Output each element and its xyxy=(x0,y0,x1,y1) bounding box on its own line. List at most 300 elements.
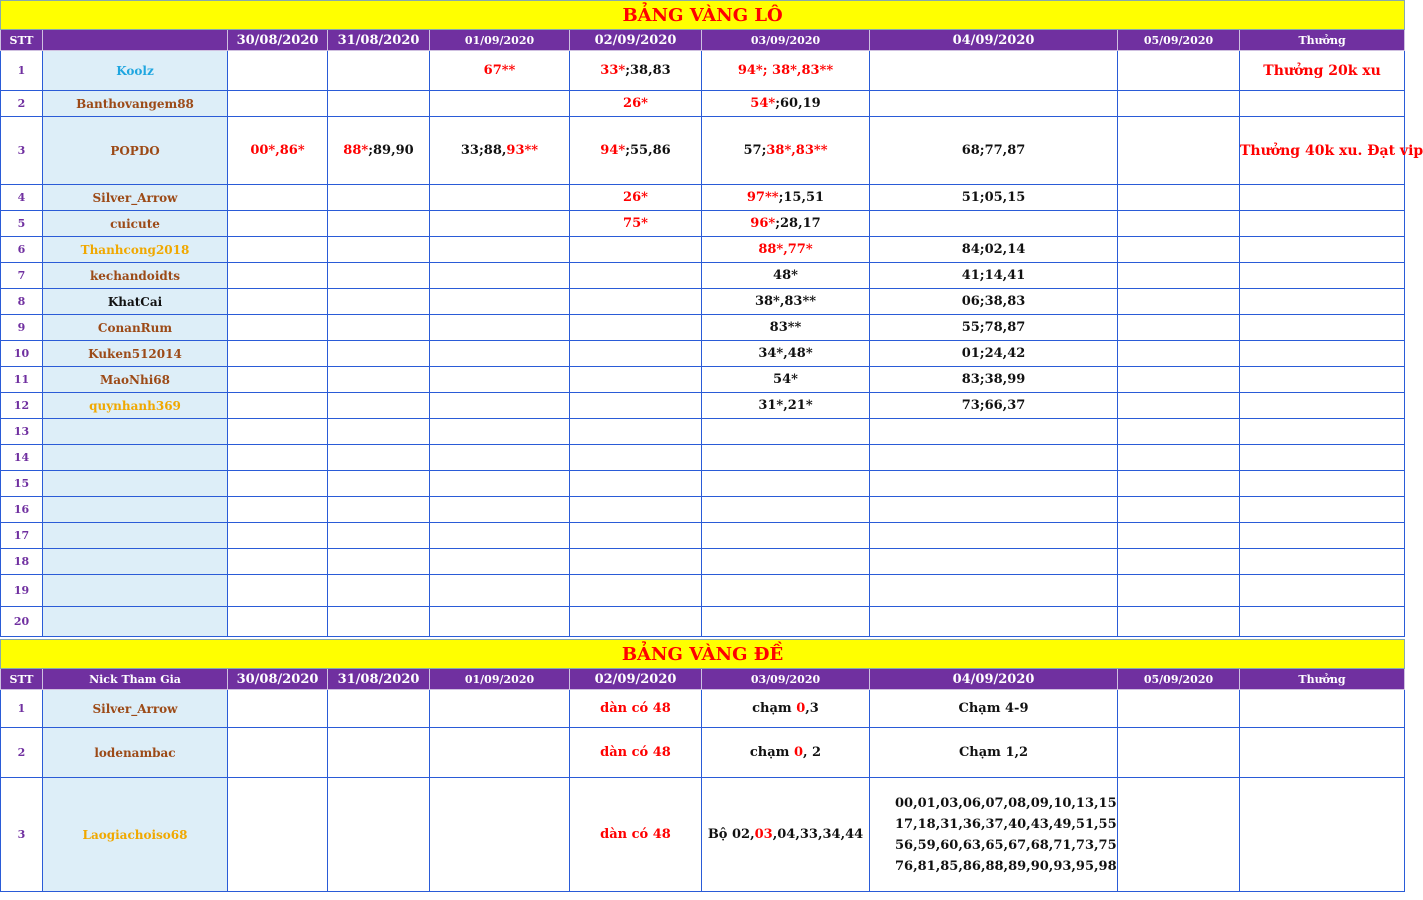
header-nick xyxy=(43,30,228,51)
header-date: 30/08/2020 xyxy=(228,669,328,690)
pick-cell xyxy=(328,263,430,289)
pick-cell xyxy=(1118,445,1240,471)
pick-cell xyxy=(328,315,430,341)
row-number: 2 xyxy=(1,91,43,117)
reward-cell xyxy=(1240,263,1405,289)
pick-cell xyxy=(228,341,328,367)
pick-cell xyxy=(228,419,328,445)
pick-cell xyxy=(570,497,702,523)
pick-text: 88*,77* xyxy=(758,242,813,257)
row-number: 1 xyxy=(1,51,43,91)
pick-cell xyxy=(328,393,430,419)
pick-cell xyxy=(228,211,328,237)
player-nick xyxy=(43,607,228,637)
pick-cell xyxy=(1118,117,1240,185)
pick-cell xyxy=(430,607,570,637)
pick-cell xyxy=(702,575,870,607)
pick-cell xyxy=(328,91,430,117)
pick-text: 55;78,87 xyxy=(961,320,1026,335)
pick-cell xyxy=(430,575,570,607)
row-number: 5 xyxy=(1,211,43,237)
player-nick xyxy=(43,419,228,445)
table-row xyxy=(1,393,1405,419)
pick-cell xyxy=(430,263,570,289)
pick-cell xyxy=(228,315,328,341)
reward-cell xyxy=(1240,728,1405,778)
reward-cell xyxy=(1240,367,1405,393)
pick-cell xyxy=(870,91,1118,117)
pick-cell xyxy=(228,523,328,549)
pick-cell xyxy=(570,419,702,445)
pick-cell xyxy=(870,575,1118,607)
pick-cell xyxy=(228,367,328,393)
row-number: 2 xyxy=(1,728,43,778)
reward-cell xyxy=(1240,237,1405,263)
pick-text: ,3 xyxy=(805,701,819,716)
pick-line: 17,18,31,36,37,40,43,49,51,55 xyxy=(895,816,1117,832)
de-table xyxy=(0,639,1405,892)
header-date: 02/09/2020 xyxy=(570,30,702,51)
pick-cell xyxy=(870,690,1118,728)
header-date: 02/09/2020 xyxy=(570,669,702,690)
pick-text: , 2 xyxy=(803,745,822,760)
pick-cell xyxy=(328,778,430,892)
pick-cell xyxy=(870,607,1118,637)
pick-text: 34*,48* xyxy=(758,346,813,361)
pick-text: 0 xyxy=(793,745,803,760)
reward-cell xyxy=(1240,471,1405,497)
pick-cell xyxy=(430,549,570,575)
player-nick: KhatCai xyxy=(43,289,228,315)
reward-cell xyxy=(1240,211,1405,237)
pick-cell xyxy=(228,263,328,289)
pick-cell xyxy=(702,393,870,419)
row-number: 6 xyxy=(1,237,43,263)
pick-cell xyxy=(870,289,1118,315)
pick-text: chạm xyxy=(752,701,797,716)
pick-cell xyxy=(430,367,570,393)
pick-cell xyxy=(702,497,870,523)
row-number: 16 xyxy=(1,497,43,523)
pick-cell xyxy=(1118,237,1240,263)
pick-cell xyxy=(1118,549,1240,575)
pick-cell xyxy=(228,91,328,117)
pick-text: 94* xyxy=(600,143,626,158)
row-number: 17 xyxy=(1,523,43,549)
pick-text: 68;77,87 xyxy=(961,143,1026,158)
pick-cell xyxy=(228,51,328,91)
reward-cell: Thưởng 20k xu xyxy=(1240,51,1405,91)
pick-cell xyxy=(570,445,702,471)
pick-cell xyxy=(1118,419,1240,445)
player-nick: ConanRum xyxy=(43,315,228,341)
pick-text: 00*,86* xyxy=(250,143,305,158)
pick-cell xyxy=(328,607,430,637)
pick-cell xyxy=(702,289,870,315)
header-date: 01/09/2020 xyxy=(430,30,570,51)
table-row xyxy=(1,471,1405,497)
row-number: 1 xyxy=(1,690,43,728)
pick-line: 76,81,85,86,88,89,90,93,95,98 xyxy=(895,858,1117,874)
pick-cell xyxy=(1118,575,1240,607)
pick-cell xyxy=(570,607,702,637)
header-date: 04/09/2020 xyxy=(870,669,1118,690)
pick-text: 03 xyxy=(754,827,773,842)
reward-cell xyxy=(1240,315,1405,341)
pick-cell xyxy=(328,237,430,263)
pick-cell xyxy=(1118,341,1240,367)
pick-text: 06;38,83 xyxy=(961,294,1026,309)
pick-cell xyxy=(430,690,570,728)
pick-cell xyxy=(1118,91,1240,117)
pick-cell xyxy=(430,471,570,497)
pick-cell xyxy=(870,341,1118,367)
pick-cell xyxy=(228,728,328,778)
pick-cell xyxy=(328,497,430,523)
pick-cell xyxy=(228,445,328,471)
pick-cell xyxy=(870,523,1118,549)
pick-text: 57; xyxy=(743,143,767,158)
pick-cell xyxy=(870,117,1118,185)
pick-cell xyxy=(328,341,430,367)
player-nick: quynhanh369 xyxy=(43,393,228,419)
player-nick: Koolz xyxy=(43,51,228,91)
player-nick xyxy=(43,575,228,607)
pick-cell xyxy=(228,575,328,607)
pick-text: 84;02,14 xyxy=(961,242,1026,257)
table-row xyxy=(1,263,1405,289)
pick-text: ;55,86 xyxy=(625,143,671,158)
reward-cell xyxy=(1240,445,1405,471)
pick-cell xyxy=(228,497,328,523)
pick-cell xyxy=(328,471,430,497)
pick-cell xyxy=(228,393,328,419)
pick-cell xyxy=(1118,471,1240,497)
row-number: 18 xyxy=(1,549,43,575)
lo-title: BẢNG VÀNG LÔ xyxy=(1,1,1405,30)
row-number: 20 xyxy=(1,607,43,637)
pick-text: 73;66,37 xyxy=(961,398,1026,413)
row-number: 11 xyxy=(1,367,43,393)
pick-cell xyxy=(430,393,570,419)
reward-cell xyxy=(1240,607,1405,637)
pick-cell xyxy=(328,575,430,607)
player-nick: MaoNhi68 xyxy=(43,367,228,393)
player-nick xyxy=(43,523,228,549)
pick-cell xyxy=(1118,367,1240,393)
pick-cell xyxy=(228,471,328,497)
reward-cell xyxy=(1240,497,1405,523)
pick-cell xyxy=(702,91,870,117)
pick-text: 75* xyxy=(623,216,648,231)
pick-cell xyxy=(228,185,328,211)
pick-text: 83;38,99 xyxy=(961,372,1026,387)
pick-text: ;15,51 xyxy=(778,190,825,205)
pick-cell xyxy=(570,237,702,263)
pick-cell xyxy=(702,237,870,263)
pick-cell xyxy=(570,728,702,778)
pick-cell xyxy=(328,289,430,315)
de-title: BẢNG VÀNG ĐỀ xyxy=(1,640,1405,669)
pick-cell xyxy=(702,523,870,549)
pick-cell xyxy=(1118,289,1240,315)
header-date: 31/08/2020 xyxy=(328,669,430,690)
player-nick xyxy=(43,497,228,523)
table-row xyxy=(1,690,1405,728)
pick-cell xyxy=(1118,778,1240,892)
table-row xyxy=(1,523,1405,549)
pick-cell xyxy=(430,778,570,892)
table-row xyxy=(1,419,1405,445)
pick-cell xyxy=(702,185,870,211)
table-row xyxy=(1,445,1405,471)
pick-cell xyxy=(870,185,1118,211)
pick-text: 41;14,41 xyxy=(961,268,1026,283)
player-nick: kechandoidts xyxy=(43,263,228,289)
reward-cell: Thưởng 40k xu. Đạt vip xyxy=(1240,117,1405,185)
pick-cell xyxy=(328,690,430,728)
row-number: 7 xyxy=(1,263,43,289)
row-number: 4 xyxy=(1,185,43,211)
pick-text: 48* xyxy=(773,268,798,283)
pick-cell xyxy=(570,523,702,549)
pick-cell xyxy=(702,607,870,637)
pick-cell xyxy=(702,367,870,393)
row-number: 13 xyxy=(1,419,43,445)
pick-cell xyxy=(570,393,702,419)
pick-cell xyxy=(870,778,1118,892)
pick-text: 33;88, xyxy=(460,143,507,158)
pick-text: 26* xyxy=(623,96,648,111)
table-row xyxy=(1,315,1405,341)
pick-cell xyxy=(570,289,702,315)
pick-cell xyxy=(570,211,702,237)
pick-cell xyxy=(870,728,1118,778)
table-row xyxy=(1,211,1405,237)
pick-cell xyxy=(328,367,430,393)
pick-text: 0 xyxy=(796,701,806,716)
reward-cell xyxy=(1240,91,1405,117)
pick-text: 54* xyxy=(750,96,776,111)
header-reward: Thưởng xyxy=(1240,30,1405,51)
pick-cell xyxy=(1118,315,1240,341)
pick-cell xyxy=(570,778,702,892)
table-row xyxy=(1,778,1405,892)
pick-cell xyxy=(570,575,702,607)
pick-text: 83** xyxy=(769,320,802,335)
pick-cell xyxy=(430,523,570,549)
pick-text: Chạm 4-9 xyxy=(958,701,1029,716)
reward-cell xyxy=(1240,341,1405,367)
row-number: 14 xyxy=(1,445,43,471)
pick-text: 54* xyxy=(773,372,798,387)
pick-cell xyxy=(570,367,702,393)
pick-cell xyxy=(702,51,870,91)
pick-cell xyxy=(328,51,430,91)
pick-cell xyxy=(702,341,870,367)
table-row xyxy=(1,91,1405,117)
pick-cell xyxy=(702,117,870,185)
pick-text: 31*,21* xyxy=(758,398,813,413)
pick-cell xyxy=(228,778,328,892)
pick-cell xyxy=(702,211,870,237)
pick-text: Chạm 1,2 xyxy=(958,745,1029,760)
pick-cell xyxy=(1118,211,1240,237)
header-date: 05/09/2020 xyxy=(1118,669,1240,690)
pick-cell xyxy=(1118,607,1240,637)
pick-cell xyxy=(1118,393,1240,419)
row-number: 10 xyxy=(1,341,43,367)
reward-cell xyxy=(1240,419,1405,445)
header-stt: STT xyxy=(1,30,43,51)
pick-cell xyxy=(870,419,1118,445)
pick-text: 01;24,42 xyxy=(961,346,1026,361)
pick-cell xyxy=(870,315,1118,341)
pick-text: ;60,19 xyxy=(775,96,821,111)
pick-cell xyxy=(570,549,702,575)
pick-cell xyxy=(1118,185,1240,211)
pick-cell xyxy=(870,393,1118,419)
pick-text: 67** xyxy=(483,63,516,78)
pick-cell xyxy=(702,263,870,289)
player-nick: lodenambac xyxy=(43,728,228,778)
pick-text: ,04,33,34,44 xyxy=(772,827,864,842)
pick-cell xyxy=(430,51,570,91)
pick-cell xyxy=(702,445,870,471)
pick-cell xyxy=(228,237,328,263)
pick-cell xyxy=(870,237,1118,263)
header-reward: Thưởng xyxy=(1240,669,1405,690)
pick-cell xyxy=(430,91,570,117)
pick-cell xyxy=(430,289,570,315)
table-row xyxy=(1,237,1405,263)
row-number: 3 xyxy=(1,778,43,892)
pick-text: 38*,83** xyxy=(754,294,817,309)
pick-cell xyxy=(228,690,328,728)
reward-cell xyxy=(1240,185,1405,211)
reward-cell xyxy=(1240,393,1405,419)
player-nick: Silver_Arrow xyxy=(43,690,228,728)
pick-text: 97** xyxy=(746,190,779,205)
pick-cell xyxy=(228,289,328,315)
row-number: 19 xyxy=(1,575,43,607)
pick-line: 56,59,60,63,65,67,68,71,73,75 xyxy=(895,837,1117,853)
table-row xyxy=(1,117,1405,185)
row-number: 8 xyxy=(1,289,43,315)
table-row xyxy=(1,607,1405,637)
pick-text: Bộ 02, xyxy=(707,827,755,842)
pick-cell xyxy=(1118,728,1240,778)
pick-cell xyxy=(870,211,1118,237)
table-row xyxy=(1,341,1405,367)
header-date: 05/09/2020 xyxy=(1118,30,1240,51)
table-row xyxy=(1,728,1405,778)
pick-cell xyxy=(1118,51,1240,91)
reward-cell xyxy=(1240,523,1405,549)
header-nick: Nick Tham Gia xyxy=(43,669,228,690)
header-date: 01/09/2020 xyxy=(430,669,570,690)
pick-cell xyxy=(570,91,702,117)
table-row xyxy=(1,497,1405,523)
pick-cell xyxy=(870,497,1118,523)
pick-cell xyxy=(570,263,702,289)
player-nick xyxy=(43,445,228,471)
table-row xyxy=(1,185,1405,211)
pick-cell xyxy=(870,471,1118,497)
reward-cell xyxy=(1240,549,1405,575)
pick-cell xyxy=(702,315,870,341)
pick-cell xyxy=(328,728,430,778)
table-row xyxy=(1,51,1405,91)
player-nick xyxy=(43,549,228,575)
pick-cell xyxy=(430,419,570,445)
pick-line: 00,01,03,06,07,08,09,10,13,15 xyxy=(895,795,1117,811)
table-row xyxy=(1,575,1405,607)
row-number: 15 xyxy=(1,471,43,497)
pick-cell xyxy=(702,728,870,778)
pick-cell xyxy=(1118,497,1240,523)
pick-cell xyxy=(430,445,570,471)
pick-cell xyxy=(702,419,870,445)
header-stt: STT xyxy=(1,669,43,690)
pick-text: dàn có 48 xyxy=(600,745,671,760)
pick-text: ;38,83 xyxy=(625,63,671,78)
pick-cell xyxy=(328,419,430,445)
header-date: 04/09/2020 xyxy=(870,30,1118,51)
reward-cell xyxy=(1240,690,1405,728)
pick-text: ;89,90 xyxy=(368,143,414,158)
player-nick xyxy=(43,471,228,497)
pick-cell xyxy=(328,185,430,211)
pick-cell xyxy=(870,549,1118,575)
pick-text: 26* xyxy=(623,190,648,205)
table-row xyxy=(1,289,1405,315)
pick-cell xyxy=(1118,263,1240,289)
pick-text: 94*; 38*,83** xyxy=(737,63,834,78)
pick-cell xyxy=(570,51,702,91)
pick-text: dàn có 48 xyxy=(600,701,671,716)
pick-text: 51;05,15 xyxy=(961,190,1026,205)
pick-cell xyxy=(570,185,702,211)
row-number: 12 xyxy=(1,393,43,419)
pick-cell xyxy=(870,367,1118,393)
header-date: 31/08/2020 xyxy=(328,30,430,51)
pick-cell xyxy=(430,185,570,211)
pick-cell xyxy=(430,315,570,341)
pick-cell xyxy=(702,471,870,497)
pick-cell xyxy=(430,497,570,523)
pick-text: 96* xyxy=(750,216,776,231)
pick-cell xyxy=(328,117,430,185)
header-date: 03/09/2020 xyxy=(702,30,870,51)
player-nick: POPDO xyxy=(43,117,228,185)
row-number: 9 xyxy=(1,315,43,341)
table-row xyxy=(1,549,1405,575)
pick-cell xyxy=(328,211,430,237)
pick-cell xyxy=(570,341,702,367)
pick-cell xyxy=(570,471,702,497)
pick-cell xyxy=(870,445,1118,471)
player-nick: cuicute xyxy=(43,211,228,237)
player-nick: Silver_Arrow xyxy=(43,185,228,211)
reward-cell xyxy=(1240,778,1405,892)
player-nick: Banthovangem88 xyxy=(43,91,228,117)
pick-cell xyxy=(430,117,570,185)
reward-cell xyxy=(1240,289,1405,315)
pick-cell xyxy=(430,728,570,778)
player-nick: Kuken512014 xyxy=(43,341,228,367)
pick-cell xyxy=(328,549,430,575)
